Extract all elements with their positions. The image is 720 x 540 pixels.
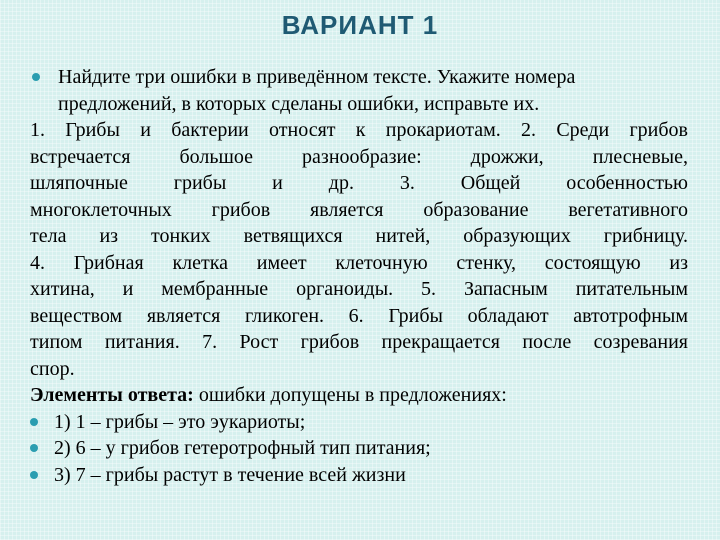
answer-label: Элементы ответа:	[30, 384, 194, 406]
bullet-icon	[30, 418, 38, 426]
bullet-icon	[32, 73, 40, 81]
answer-text: 1) 1 – грибы – это эукариоты;	[54, 410, 306, 433]
text-line: 4. Грибная клетка имеет клеточную стенку, состоящую из	[30, 251, 688, 274]
text-line: многоклеточных грибов является образование вегетативного	[30, 198, 688, 221]
text-line: хитина, и мембранные органоиды. 5. Запасным питательным	[30, 278, 688, 300]
slide-body	[30, 64, 688, 488]
bullet-icon	[30, 471, 38, 479]
text-line: веществом является гликоген. 6. Грибы обладают автотрофным	[30, 304, 688, 327]
answer-item	[30, 409, 688, 436]
text-line: тела из тонких ветвящихся нитей, образующих грибницу.	[30, 225, 688, 247]
answer-item	[30, 462, 688, 489]
answer-text: 2) 6 – у грибов гетеротрофный тип питания;	[54, 437, 431, 459]
task-text: Найдите три ошибки в приведённом тексте. Укажите номера предложений, в которых сделаны ошибки, исправьте их.	[58, 66, 576, 115]
slide-title: ВАРИАНТ 1	[281, 10, 439, 40]
answer-text: 3) 7 – грибы растут в течение всей жизни	[54, 463, 406, 486]
answer-item	[30, 435, 688, 462]
text-line: шляпочные грибы и др. 3. Общей особенностью	[30, 172, 688, 194]
text-line: типом питания. 7. Рост грибов прекращается после созревания	[30, 331, 688, 353]
answer-intro: ошибки допущены в предложениях:	[193, 384, 507, 406]
bullet-icon	[30, 444, 38, 452]
text-line: 1. Грибы и бактерии относят к прокариотам. 2. Среди грибов	[30, 119, 688, 141]
text-line: спор.	[30, 357, 75, 380]
task-item	[30, 64, 688, 117]
answer-header	[30, 382, 688, 409]
text-line: встречается большое разнообразие: дрожжи, плесневые,	[30, 145, 688, 168]
